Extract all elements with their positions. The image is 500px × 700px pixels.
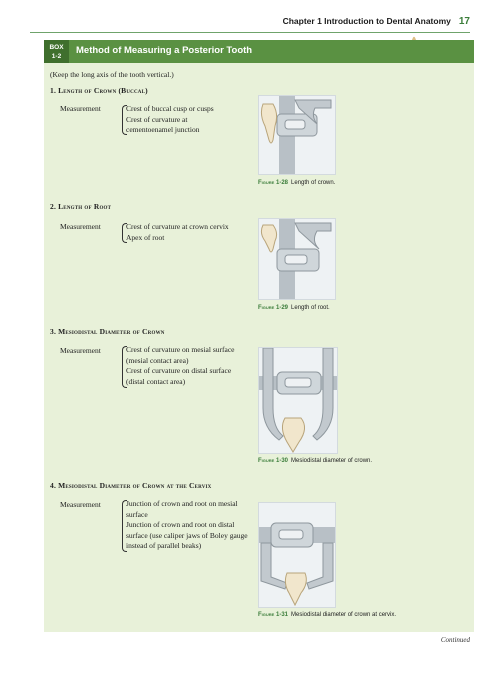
figure-caption [258, 180, 335, 186]
measurement-line: (distal contact area) [126, 376, 186, 386]
measurement-line: Crest of curvature at crown cervix [126, 222, 229, 231]
measurement-text [126, 345, 256, 387]
measurement-line: Crest of buccal cusp or cusps [126, 104, 214, 113]
box-label [44, 40, 69, 63]
box-header [44, 40, 474, 63]
figure-caption [258, 458, 372, 464]
continued-note: Continued [440, 636, 470, 644]
box-title: Method of Measuring a Posterior Tooth [76, 45, 253, 56]
figure-caliper-crown-length [258, 95, 336, 175]
measurement-label: Measurement [60, 346, 101, 355]
figure-number: Figure 1-28 [258, 180, 289, 186]
figure-caption [258, 305, 330, 311]
measurement-line: Crest of curvature at [126, 114, 188, 124]
caption-text: Length of crown. [291, 180, 336, 186]
figure-number: Figure 1-31 [258, 612, 289, 618]
box-label-line2: 1-2 [51, 53, 62, 60]
measurement-line: Apex of root [126, 232, 165, 242]
measurement-line: Junction of crown and root on distal [126, 520, 235, 529]
measurement-line: Crest of curvature on mesial surface [126, 345, 235, 354]
measurement-text [126, 222, 256, 243]
measurement-text [126, 104, 256, 136]
figure-caliper-root-length [258, 218, 336, 300]
section-heading: 3. Mesiodistal Diameter of Crown [50, 327, 165, 336]
measurement-line: Junction of crown and root on mesial [126, 499, 238, 508]
figure-caliper-mesiodistal-cervix [258, 502, 336, 608]
box-intro: (Keep the long axis of the tooth vertical.) [50, 70, 174, 79]
figure-caliper-mesiodistal-crown [258, 347, 338, 454]
running-head-title: Chapter 1 Introduction to Dental Anatomy [282, 16, 451, 26]
figure-caption [258, 612, 396, 618]
measurement-line: instead of parallel beaks) [126, 541, 202, 550]
measurement-label: Measurement [60, 500, 101, 509]
measurement-line: cementoenamel junction [126, 125, 200, 134]
page-number: 17 [458, 16, 470, 27]
caption-text: Mesiodistal diameter of crown. [291, 458, 373, 464]
measurement-line: Crest of curvature on distal surface [126, 366, 232, 375]
section-heading: 4. Mesiodistal Diameter of Crown at the Cervix [50, 481, 212, 490]
box-label-line1: BOX [49, 44, 64, 51]
section-heading: 2. Length of Root [50, 202, 112, 211]
measurement-label: Measurement [60, 222, 101, 231]
box-1-2 [44, 40, 474, 632]
caption-text: Mesiodistal diameter of crown at cervix. [291, 612, 397, 618]
measurement-line: surface (use caliper jaws of Boley gauge [126, 530, 248, 540]
measurement-label: Measurement [60, 104, 101, 113]
measurement-text [126, 499, 254, 552]
section-heading: 1. Length of Crown (Buccal) [50, 86, 148, 95]
figure-number: Figure 1-30 [258, 458, 289, 464]
measurement-line: surface [126, 509, 148, 519]
caption-text: Length of root. [291, 305, 330, 311]
measurement-line: (mesial contact area) [126, 355, 189, 365]
figure-number: Figure 1-29 [258, 305, 289, 311]
